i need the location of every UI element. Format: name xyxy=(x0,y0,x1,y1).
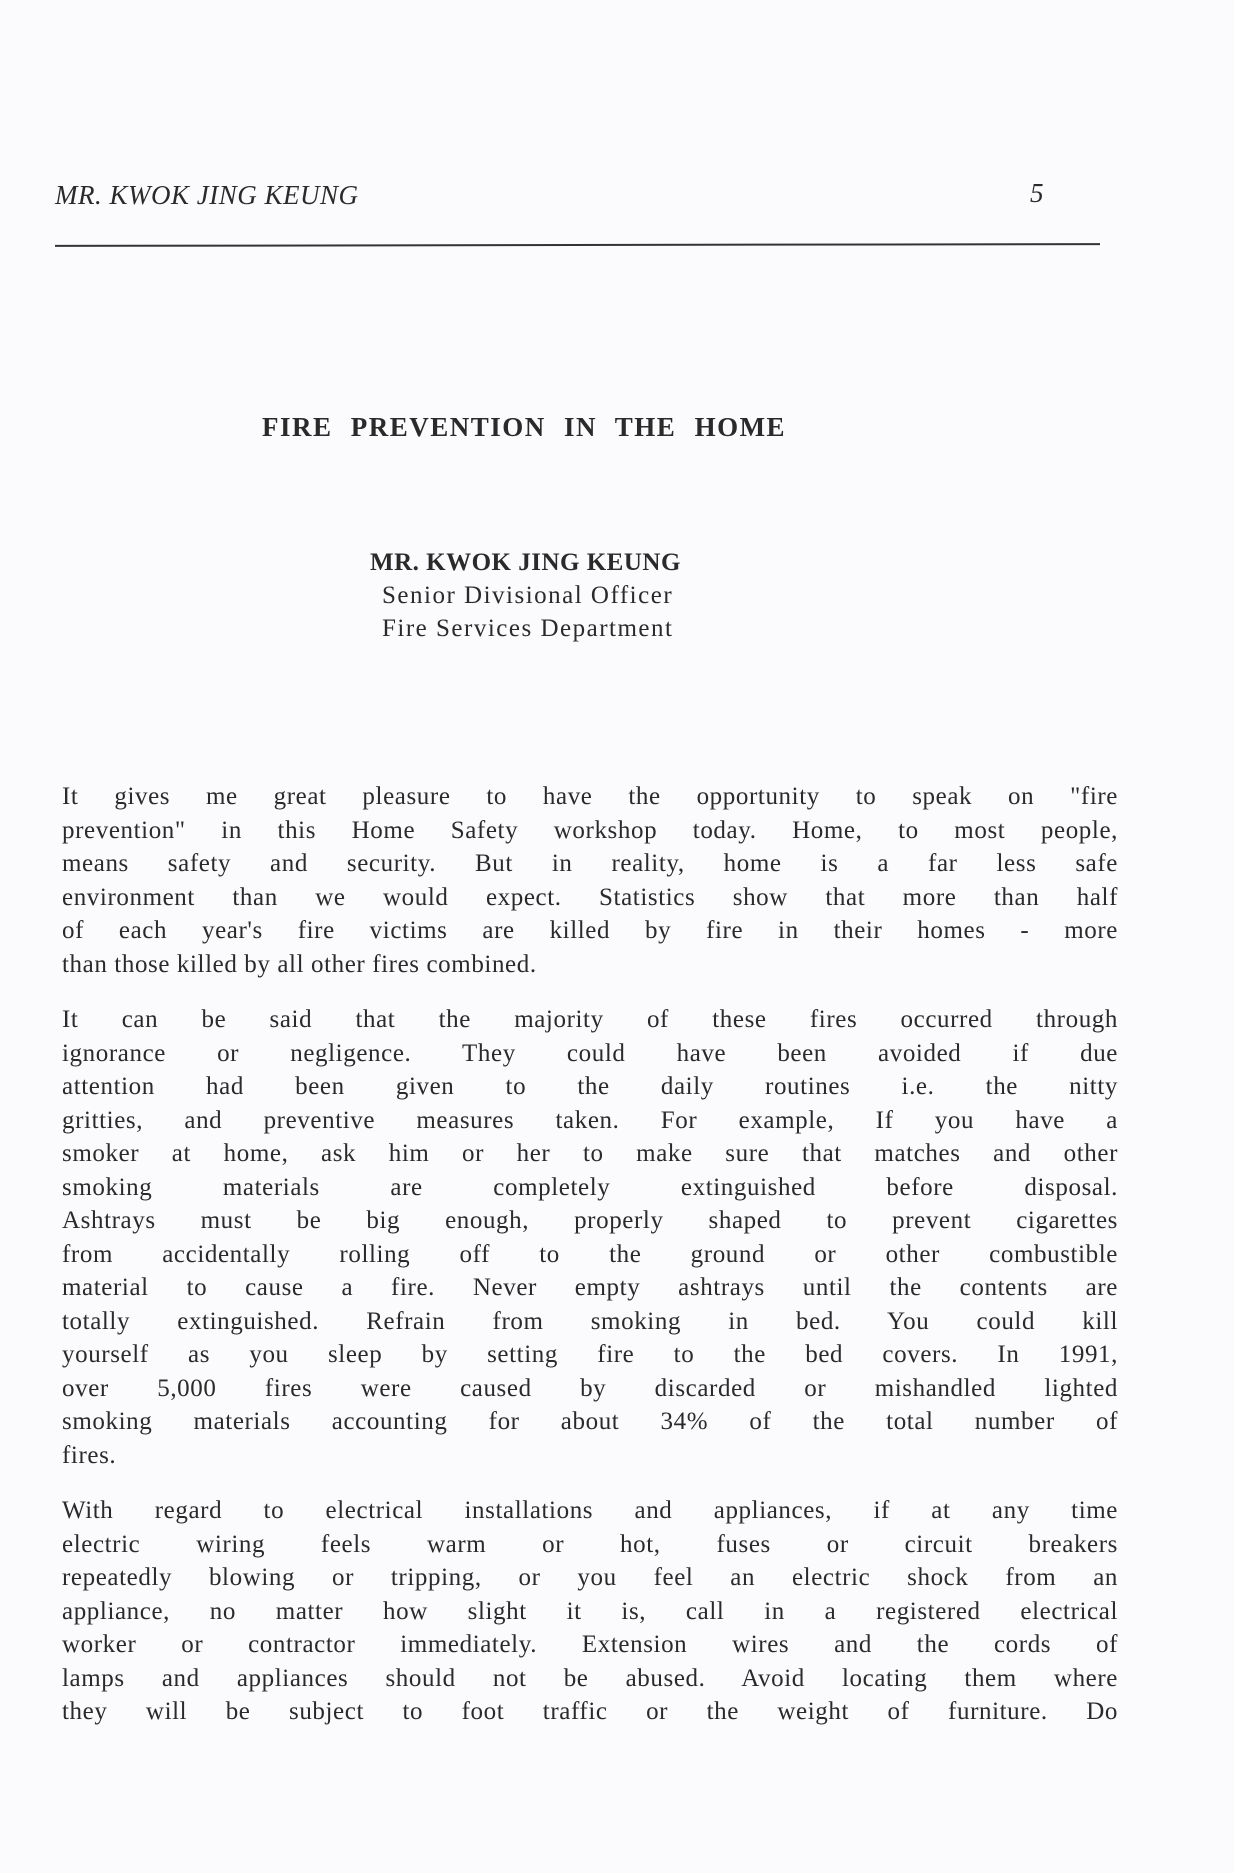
text-line: of each year's fire victims are killed by fire in their homes - more xyxy=(62,917,1118,944)
article-body xyxy=(62,780,1118,1751)
text-line: attention had been given to the daily routines i.e. the nitty xyxy=(62,1073,1118,1100)
author-block xyxy=(370,546,681,645)
text-line: Ashtrays must be big enough, properly shaped to prevent cigarettes xyxy=(62,1207,1118,1234)
running-header-title: MR. KWOK JING KEUNG xyxy=(55,180,359,210)
text-line: ignorance or negligence. They could have been avoided if due xyxy=(62,1039,1118,1067)
text-line: material to cause a fire. Never empty ashtrays until the contents are xyxy=(62,1274,1118,1301)
text-line: lamps and appliances should not be abused. Avoid locating them where xyxy=(62,1664,1118,1692)
text-line: electric wiring feels warm or hot, fuses or circuit breakers xyxy=(62,1530,1118,1558)
paragraph xyxy=(62,780,1118,981)
text-line: fires. xyxy=(62,1441,117,1469)
text-line: repeatedly blowing or tripping, or you feel an electric shock from an xyxy=(62,1564,1118,1591)
header-rule xyxy=(55,243,1100,247)
text-line: smoking materials are completely extinguished before disposal. xyxy=(62,1173,1118,1201)
text-line: means safety and security. But in reality, home is a far less safe xyxy=(62,850,1118,877)
paragraph xyxy=(62,1003,1118,1472)
text-line: smoker at home, ask him or her to make sure that matches and other xyxy=(62,1140,1118,1167)
text-line: appliance, no matter how slight it is, call in a registered electrical xyxy=(62,1597,1118,1625)
text-line: environment than we would expect. Statistics show that more than half xyxy=(62,883,1118,911)
author-department: Fire Services Department xyxy=(382,615,674,642)
text-line: over 5,000 fires were caused by discarded or mishandled lighted xyxy=(62,1374,1118,1402)
text-line: It gives me great pleasure to have the opportunity to speak on "fire xyxy=(62,783,1118,810)
author-name: MR. KWOK JING KEUNG xyxy=(370,549,681,576)
text-line: than those killed by all other fires combined. xyxy=(62,950,537,978)
text-line: totally extinguished. Refrain from smoking in bed. You could kill xyxy=(62,1307,1118,1335)
text-line: yourself as you sleep by setting fire to the bed covers. In 1991, xyxy=(62,1341,1118,1368)
text-line: worker or contractor immediately. Extension wires and the cords of xyxy=(62,1631,1118,1658)
text-line: prevention" in this Home Safety workshop today. Home, to most people, xyxy=(62,816,1118,844)
text-line: smoking materials accounting for about 34% of the total number of xyxy=(62,1408,1118,1435)
text-line: It can be said that the majority of these fires occurred through xyxy=(62,1006,1118,1033)
text-line: With regard to electrical installations and appliances, if at any time xyxy=(62,1497,1118,1524)
paragraph xyxy=(62,1494,1118,1729)
text-line: gritties, and preventive measures taken. For example, If you have a xyxy=(62,1106,1118,1134)
page-number: 5 xyxy=(1030,178,1044,208)
article-title: FIRE PREVENTION IN THE HOME xyxy=(262,412,787,442)
author-position: Senior Divisional Officer xyxy=(382,582,674,609)
text-line: they will be subject to foot traffic or the weight of furniture. Do xyxy=(62,1698,1118,1725)
text-line: from accidentally rolling off to the ground or other combustible xyxy=(62,1240,1118,1268)
